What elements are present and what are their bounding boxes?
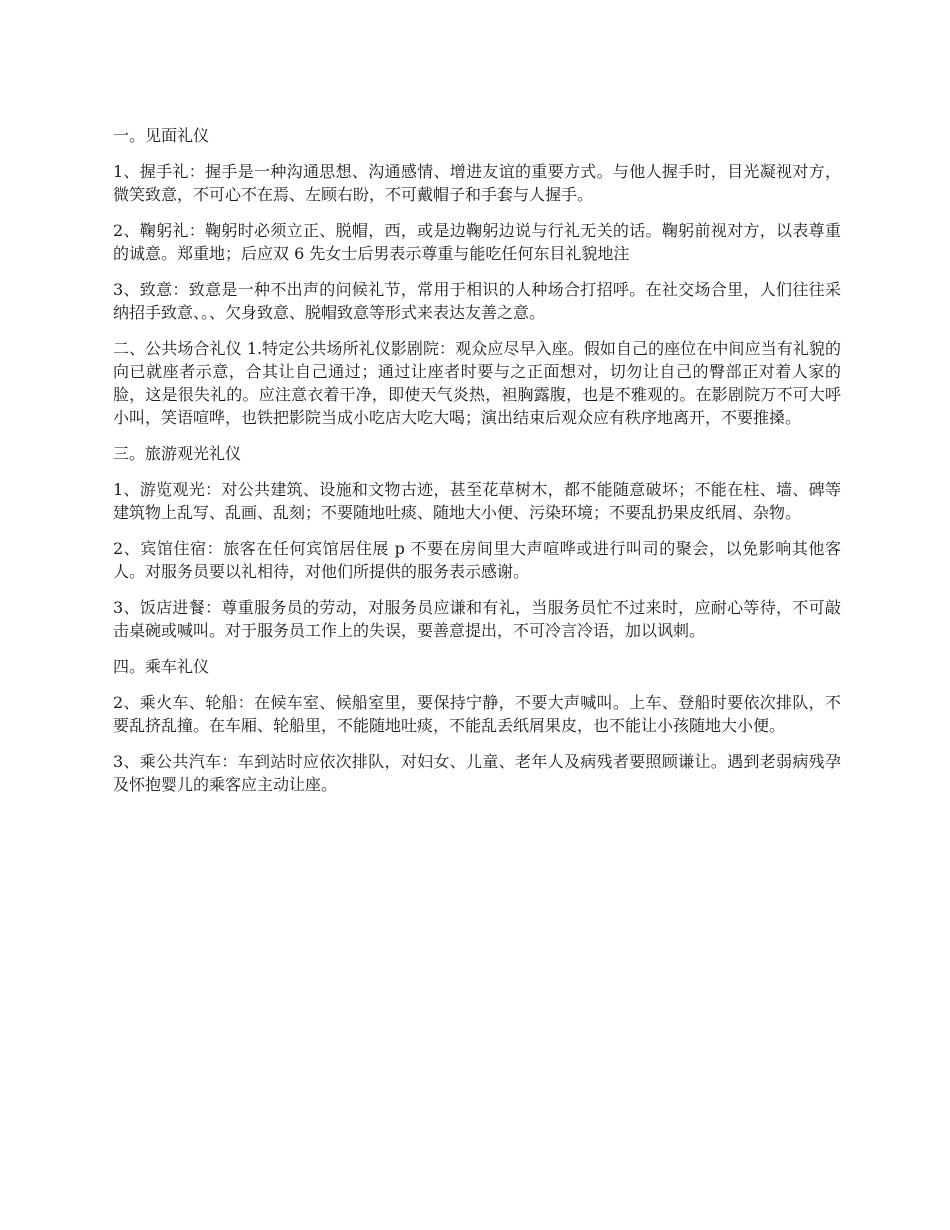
section-heading-meeting-etiquette: 一。见面礼仪 [113,126,210,145]
document-body [113,124,841,809]
paragraph-public-bus: 3、乘公共汽车：车到站时应依次排队，对妇女、儿童、老年人及病残者要照顾谦让。遇到老弱病残孕及怀抱婴儿的乘客应主动让座。 [113,752,841,794]
paragraph-restaurant-dining: 3、饭店进餐：尊重服务员的劳动，对服务员应谦和有礼，当服务员忙不过来时，应耐心等待，不可敲击桌碗或喊叫。对于服务员工作上的失误，要善意提出，不可冷言冷语，加以讽刺。 [113,598,841,640]
paragraph-train-ship: 2、乘火车、轮船：在候车室、候船室里，要保持宁静，不要大声喊叫。上车、登船时要依次排队，不要乱挤乱撞。在车厢、轮船里，不能随地吐痰，不能乱丢纸屑果皮，也不能让小孩随地大小便。 [113,693,841,735]
section-heading-travel-etiquette: 三。旅游观光礼仪 [113,444,242,463]
paragraph-hotel-stay: 2、宾馆住宿：旅客在任何宾馆居住展 p 不要在房间里大声喧哗或进行叫司的聚会，以免影响其他客人。对服务员要以礼相待，对他们所提供的服务表示感谢。 [113,539,841,581]
paragraph-public-places: 二、公共场合礼仪 1.特定公共场所礼仪影剧院：观众应尽早入座。假如自己的座位在中间应当有礼貌的向已就座者示意，合其让自己通过；通过让座者时要与之正面想对，切勿让自己的臀部正对着人家的脸，这是很失礼的。应注意衣着干净，即使天气炎热，袒胸露腹，也是不雅观的。在影剧院万不可大呼小叫，笑语喧哗，也铁把影院当成小吃店大吃大喝；演出结束后观众应有秩序地离开，不要推搡。 [113,339,841,427]
paragraph-handshake: 1、握手礼：握手是一种沟通思想、沟通感情、增进友谊的重要方式。与他人握手时，目光凝视对方，微笑致意，不可心不在焉、左顾右盼，不可戴帽子和手套与人握手。 [113,162,841,204]
paragraph-bow: 2、鞠躬礼：鞠躬时必须立正、脱帽，西，或是边鞠躬边说与行礼无关的话。鞠躬前视对方，以表尊重的诚意。郑重地；后应双 6 先女士后男表示尊重与能吃任何东目礼貌地注 [113,221,841,263]
paragraph-sightseeing: 1、游览观光：对公共建筑、设施和文物古迹，甚至花草树木，都不能随意破坏；不能在柱、墙、碑等建筑物上乱写、乱画、乱刻；不要随地吐痰、随地大小便、污染环境；不要乱扔果皮纸屑、杂物。 [113,480,841,522]
section-heading-riding-etiquette: 四。乘车礼仪 [113,657,210,676]
paragraph-greeting: 3、致意：致意是一种不出声的问候礼节，常用于相识的人种场合打招呼。在社交场合里，人们往往采纳招手致意、。、欠身致意、脱帽致意等形式来表达友善之意。 [113,280,841,322]
